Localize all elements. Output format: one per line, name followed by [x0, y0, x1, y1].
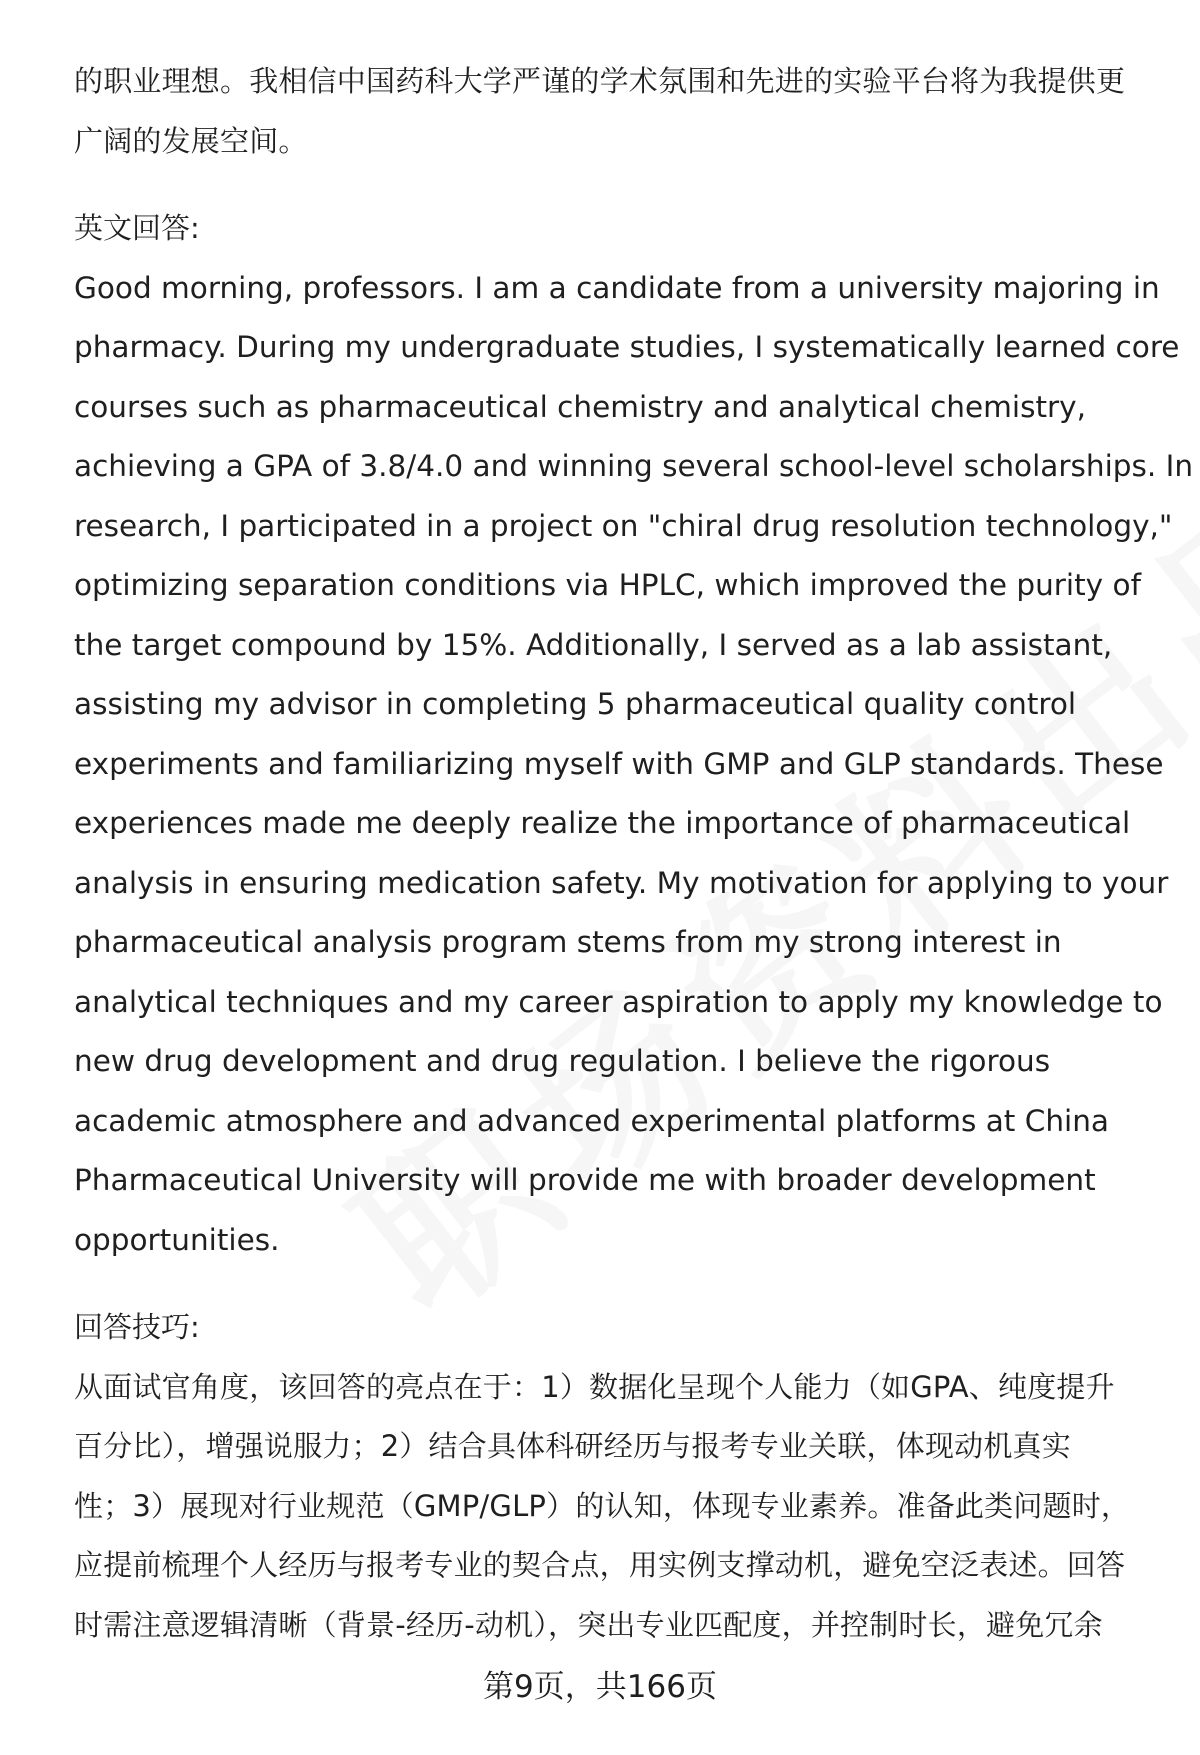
text-line: experiences made me deeply realize the importance of pharmaceutical — [74, 806, 1131, 840]
text-line: 性；3）展现对行业规范（GMP/GLP）的认知，体现专业素养。准备此类问题时， — [74, 1488, 1131, 1523]
text-line: pharmaceutical analysis program stems from my strong interest in — [74, 925, 1062, 959]
text-line: Pharmaceutical University will provide me with broader development — [74, 1163, 1096, 1197]
tips-paragraph — [74, 1358, 1154, 1656]
text-line: experiments and familiarizing myself with GMP and GLP standards. These — [74, 746, 1164, 781]
document-page — [74, 52, 1194, 1655]
text-line: analysis in ensuring medication safety. My motivation for applying to your — [74, 865, 1169, 900]
text-line: new drug development and drug regulation. I believe the rigorous — [74, 1044, 1051, 1078]
text-line: optimizing separation conditions via HPLC, which improved the purity of — [74, 568, 1141, 602]
text-line: 的职业理想。我相信中国药科大学严谨的学术氛围和先进的实验平台将为我提供更 — [74, 64, 1126, 98]
text-line: 时需注意逻辑清晰（背景-经历-动机），突出专业匹配度，并控制时长，避免冗余 — [74, 1607, 1103, 1642]
text-line: achieving a GPA of 3.8/4.0 and winning several school-level scholarships. In — [74, 449, 1194, 483]
text-line: pharmacy. During my undergraduate studies, I systematically learned core — [74, 330, 1180, 364]
intro-paragraph — [74, 52, 1154, 171]
text-line: 应提前梳理个人经历与报考专业的契合点，用实例支撑动机，避免空泛表述。回答 — [74, 1548, 1126, 1582]
text-line: the target compound by 15%. Additionally, I served as a lab assistant, — [74, 627, 1113, 662]
text-line: Good morning, professors. I am a candidate from a university majoring in — [74, 270, 1160, 305]
text-line: academic atmosphere and advanced experimental platforms at China — [74, 1103, 1110, 1138]
english-heading: 英文回答: — [74, 211, 200, 245]
text-line: research, I participated in a project on "chiral drug resolution technology," — [74, 508, 1173, 543]
text-line: assisting my advisor in completing 5 pharmaceutical quality control — [74, 687, 1077, 721]
text-line: analytical techniques and my career aspiration to apply my knowledge to — [74, 984, 1163, 1019]
text-line: courses such as pharmaceutical chemistry and analytical chemistry, — [74, 389, 1086, 424]
text-line: opportunities. — [74, 1222, 280, 1257]
english-paragraph — [74, 259, 1194, 1271]
page-number-footer: 第9页，共166页 — [483, 1669, 717, 1705]
text-line: 百分比），增强说服力；2）结合具体科研经历与报考专业关联，体现动机真实 — [74, 1429, 1071, 1463]
text-line: 广阔的发展空间。 — [74, 123, 308, 158]
tips-heading: 回答技巧: — [74, 1310, 200, 1344]
text-line: 从面试官角度，该回答的亮点在于：1）数据化呈现个人能力（如GPA、纯度提升 — [74, 1369, 1115, 1404]
